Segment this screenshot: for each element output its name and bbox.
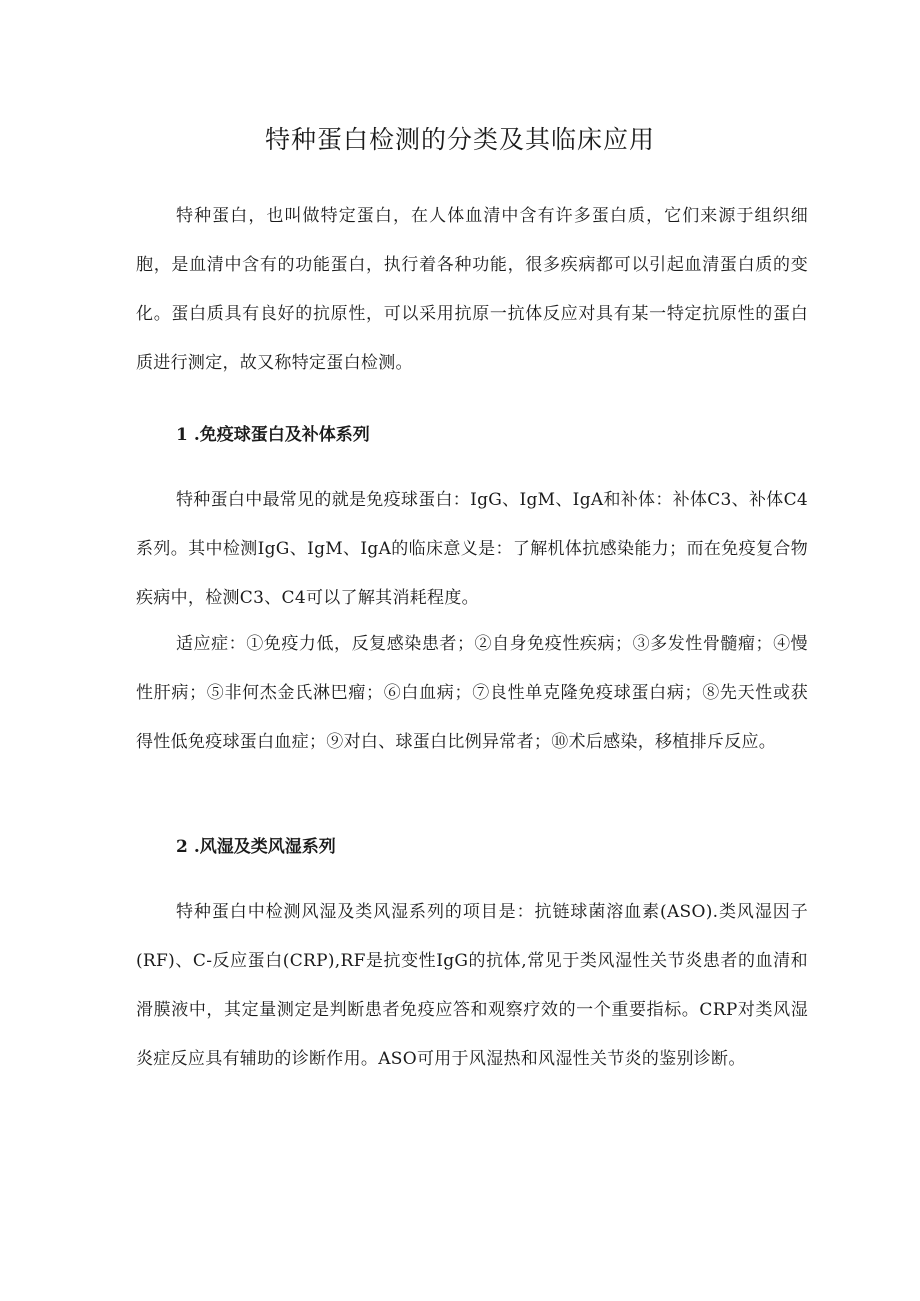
section-2-paragraph-1: 特种蛋白中检测风湿及类风湿系列的项目是：抗链球菌溶血素(ASO).类风湿因子(RF)、C-反应蛋白(CRP),RF是抗变性IgG的抗体,常见于类风湿性关节炎患者的血清和滑膜液中，其定量测定是判断患者免疫应答和观察疗效的一个重要指标。CRP对类风湿炎症反应具有辅助的诊断作用。ASO可用于风湿热和风湿性关节炎的鉴别诊断。: [136, 902, 808, 1069]
section-1-paragraph-1: 特种蛋白中最常见的就是免疫球蛋白：IgG、IgM、IgA和补体：补体C3、补体C4系列。其中检测IgG、IgM、IgA的临床意义是：了解机体抗感染能力；而在免疫复合物疾病中，检测C3、C4可以了解其消耗程度。: [136, 490, 809, 608]
document-title: 特种蛋白检测的分类及其临床应用: [264, 125, 655, 154]
section-2-title: .风湿及类风湿系列: [193, 837, 336, 857]
section-2-heading: [176, 832, 336, 857]
intro-paragraph: 特种蛋白，也叫做特定蛋白，在人体血清中含有许多蛋白质，它们来源于组织细胞，是血清中含有的功能蛋白，执行着各种功能，很多疾病都可以引起血清蛋白质的变化。蛋白质具有良好的抗原性，可以采用抗原一抗体反应对具有某一特定抗原性的蛋白质进行测定，故又称特定蛋白检测。: [136, 206, 808, 373]
section-1-title: .免疫球蛋白及补体系列: [193, 425, 370, 445]
section-1-paragraph-2: 适应症：①免疫力低，反复感染患者；②自身免疫性疾病；③多发性骨髓瘤；④慢性肝病；⑤非何杰金氏淋巴瘤；⑥白血病；⑦良性单克隆免疫球蛋白病；⑧先天性或获得性低免疫球蛋白血症；⑨对白、球蛋白比例异常者；⑩术后感染，移植排斥反应。: [136, 634, 808, 752]
section-1-heading: [176, 420, 370, 445]
section-1-number: 1: [176, 425, 188, 445]
section-2-number: 2: [176, 837, 188, 857]
